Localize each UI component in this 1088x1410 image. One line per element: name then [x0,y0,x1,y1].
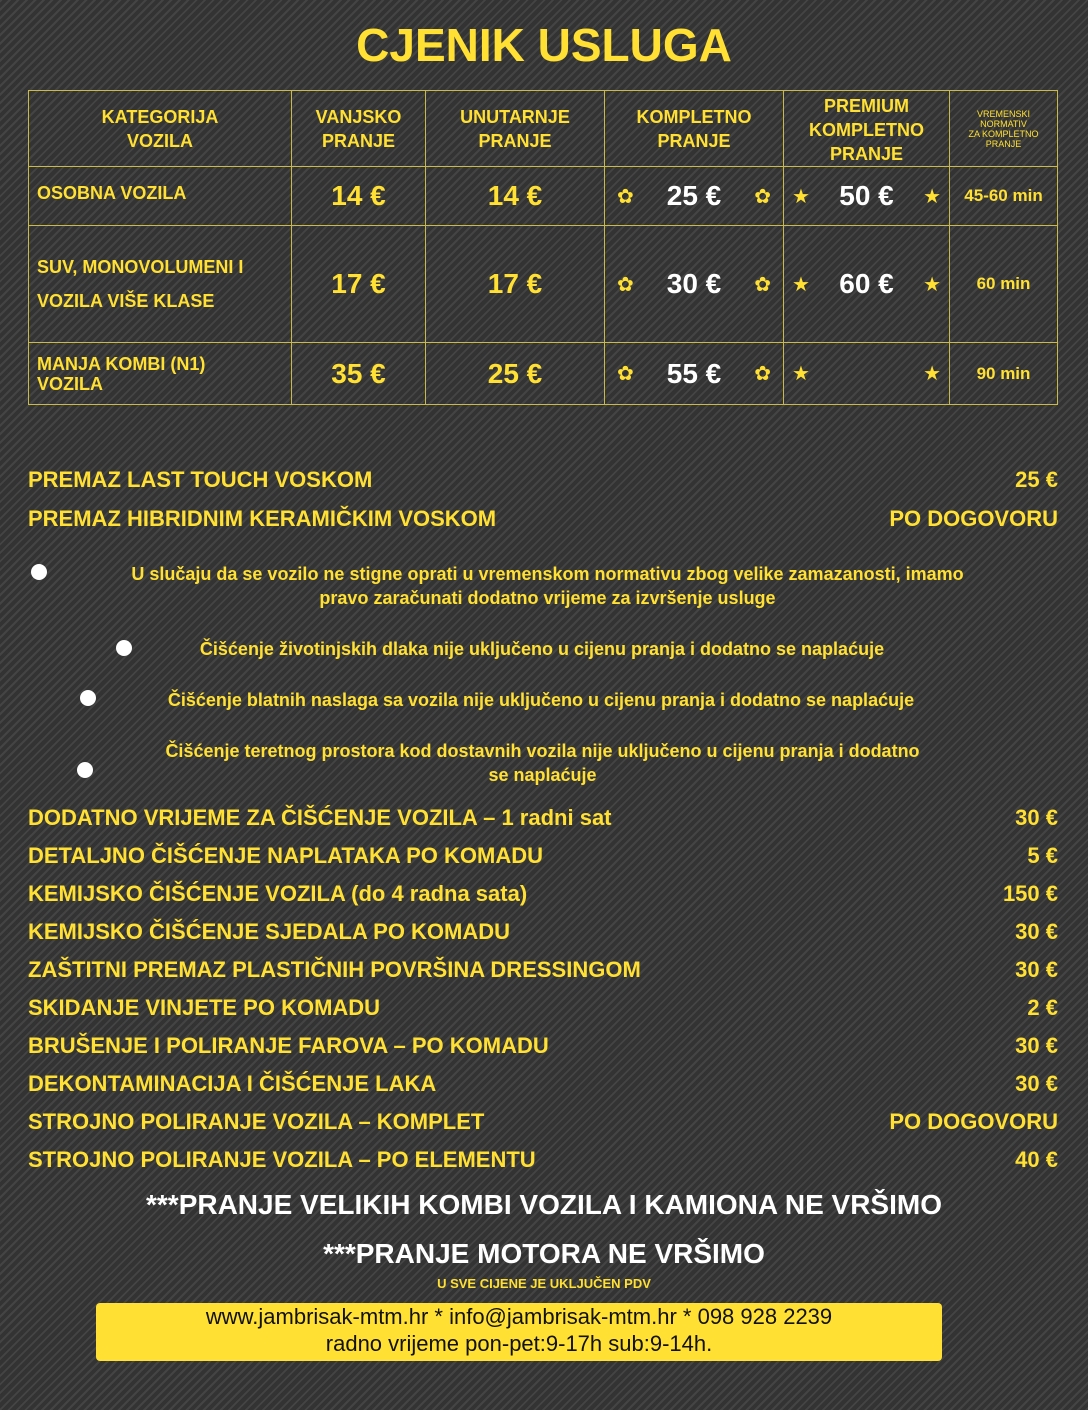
extra-label: PREMAZ LAST TOUCH VOSKOM [28,467,373,492]
extra-row [28,467,1058,493]
table-row [29,167,1058,226]
price-unutarnje: 14 € [426,167,605,226]
note: Čišćenje blatnih naslaga sa vozila nije uključeno u cijenu pranja i dodatno se naplaćuje [167,690,915,710]
note: U slučaju da se vozilo ne stigne oprati u vremenskom normativu zbog velike zamazanosti, imamo pravo zaračunati dodatno vrijeme za izvršenje usluge [131,564,964,608]
extra-label: PREMAZ HIBRIDNIM KERAMIČKIM VOSKOM [28,506,497,531]
price-unutarnje: 25 € [426,343,605,405]
star-icon: ★ [923,185,941,208]
extra-label: KEMIJSKO ČIŠĆENJE SJEDALA PO KOMADU [28,919,511,944]
price-vanjsko: 35 € [292,343,426,405]
extra-label: DODATNO VRIJEME ZA ČIŠĆENJE VOZILA – 1 radni sat [28,805,612,830]
price-kompletno-cell [605,343,784,405]
time-normativ: 45-60 min [950,167,1058,226]
extra-label: BRUŠENJE I POLIRANJE FAROVA – PO KOMADU [28,1033,549,1058]
header-normativ: VREMENSKI NORMATIV ZA KOMPLETNO PRANJE [950,91,1058,167]
sun-icon: ✿ [617,273,634,296]
extra-row [28,881,1058,907]
sun-icon: ✿ [617,185,634,208]
vat-notice: U SVE CIJENE JE UKLJUČEN PDV [437,1276,651,1291]
time-normativ: 60 min [950,226,1058,343]
extra-price: 30 € [1015,805,1058,830]
header-vanjsko: VANJSKO PRANJE [292,91,426,167]
sun-icon: ✿ [617,363,634,385]
price-kompletno: 30 € [666,268,722,299]
bullet-icon [31,564,47,580]
extra-label: ZAŠTITNI PREMAZ PLASTIČNIH POVRŠINA DRESSINGOM [28,957,641,982]
star-icon: ★ [923,273,941,296]
price-premium-cell [784,343,950,405]
time-normativ: 90 min [950,343,1058,405]
extra-label: SKIDANJE VINJETE PO KOMADU [28,995,381,1020]
header-kompletno: KOMPLETNO PRANJE [605,91,784,167]
price-unutarnje: 17 € [426,226,605,343]
extra-row [28,995,1058,1021]
price-premium-cell [784,167,950,226]
row-category: OSOBNA VOZILA [29,167,292,226]
extra-label: STROJNO POLIRANJE VOZILA – PO ELEMENTU [28,1147,536,1172]
header-unutarnje: UNUTARNJE PRANJE [426,91,605,167]
contact-box [96,1303,942,1361]
table-header-row [29,91,1058,167]
extra-price: 30 € [1015,957,1058,982]
star-icon: ★ [792,185,810,208]
price-kompletno: 55 € [666,357,722,389]
sun-icon: ✿ [754,273,771,296]
extra-label: DETALJNO ČIŠĆENJE NAPLATAKA PO KOMADU [28,843,543,868]
bullet-icon [116,640,132,656]
extra-row [28,1147,1058,1173]
row-category: MANJA KOMBI (N1) VOZILA [29,343,292,405]
sun-icon: ✿ [754,185,771,208]
sun-icon: ✿ [754,363,771,385]
notice-trucks: ***PRANJE VELIKIH KOMBI VOZILA I KAMIONA NE VRŠIMO [146,1189,942,1220]
price-kompletno-cell [605,167,784,226]
notice-motorcycles: ***PRANJE MOTORA NE VRŠIMO [323,1238,765,1269]
extra-row [28,1071,1058,1097]
extra-price: 150 € [1002,881,1058,906]
extra-price: 40 € [1015,1147,1058,1172]
bullet-icon [80,690,96,706]
extra-price: 30 € [1015,1033,1058,1058]
note: Čišćenje životinjskih dlaka nije uključeno u cijenu pranja i dodatno se naplaćuje [199,639,885,659]
price-kompletno: 25 € [666,180,722,211]
price-table [28,90,1058,405]
extra-label: KEMIJSKO ČIŠĆENJE VOZILA (do 4 radna sata) [28,881,528,906]
extra-row [28,957,1058,983]
extra-price: 2 € [1027,995,1058,1020]
header-kategorija: KATEGORIJA VOZILA [29,91,292,167]
extra-price: 30 € [1015,1071,1058,1096]
price-premium: 50 € [839,180,894,211]
extra-price: 5 € [1027,843,1058,868]
extra-price: 30 € [1015,919,1058,944]
note: Čišćenje teretnog prostora kod dostavnih vozila nije uključeno u cijenu pranja i dodatno se naplaćuje [165,741,920,785]
table-row [29,226,1058,343]
table-row [29,343,1058,405]
extra-row [28,1109,1058,1135]
extra-row [28,919,1058,945]
contact-info[interactable]: www.jambrisak-mtm.hr * info@jambrisak-mtm.hr * 098 928 2239 [205,1304,833,1329]
page-title: CJENIK USLUGA [356,19,732,71]
extra-row [28,843,1058,869]
row-category: SUV, MONOVOLUMENI I VOZILA VIŠE KLASE [29,226,292,343]
extra-label: STROJNO POLIRANJE VOZILA – KOMPLET [28,1109,485,1134]
extra-row [28,1033,1058,1059]
star-icon: ★ [792,363,810,385]
working-hours: radno vrijeme pon-pet:9-17h sub:9-14h. [325,1331,713,1356]
extra-price: 25 € [1015,467,1058,492]
price-vanjsko: 17 € [292,226,426,343]
price-premium-cell [784,226,950,343]
extra-label: DEKONTAMINACIJA I ČIŠĆENJE LAKA [28,1071,437,1096]
price-kompletno-cell [605,226,784,343]
header-premium: PREMIUM KOMPLETNO PRANJE [784,91,950,167]
star-icon: ★ [923,363,941,385]
extra-row [28,506,1058,532]
extra-price: PO DOGOVORU [889,506,1058,531]
extra-row [28,805,1058,831]
star-icon: ★ [792,273,810,296]
price-premium: 60 € [839,268,894,299]
price-vanjsko: 14 € [292,167,426,226]
extra-price: PO DOGOVORU [889,1109,1058,1134]
bullet-icon [77,762,93,778]
